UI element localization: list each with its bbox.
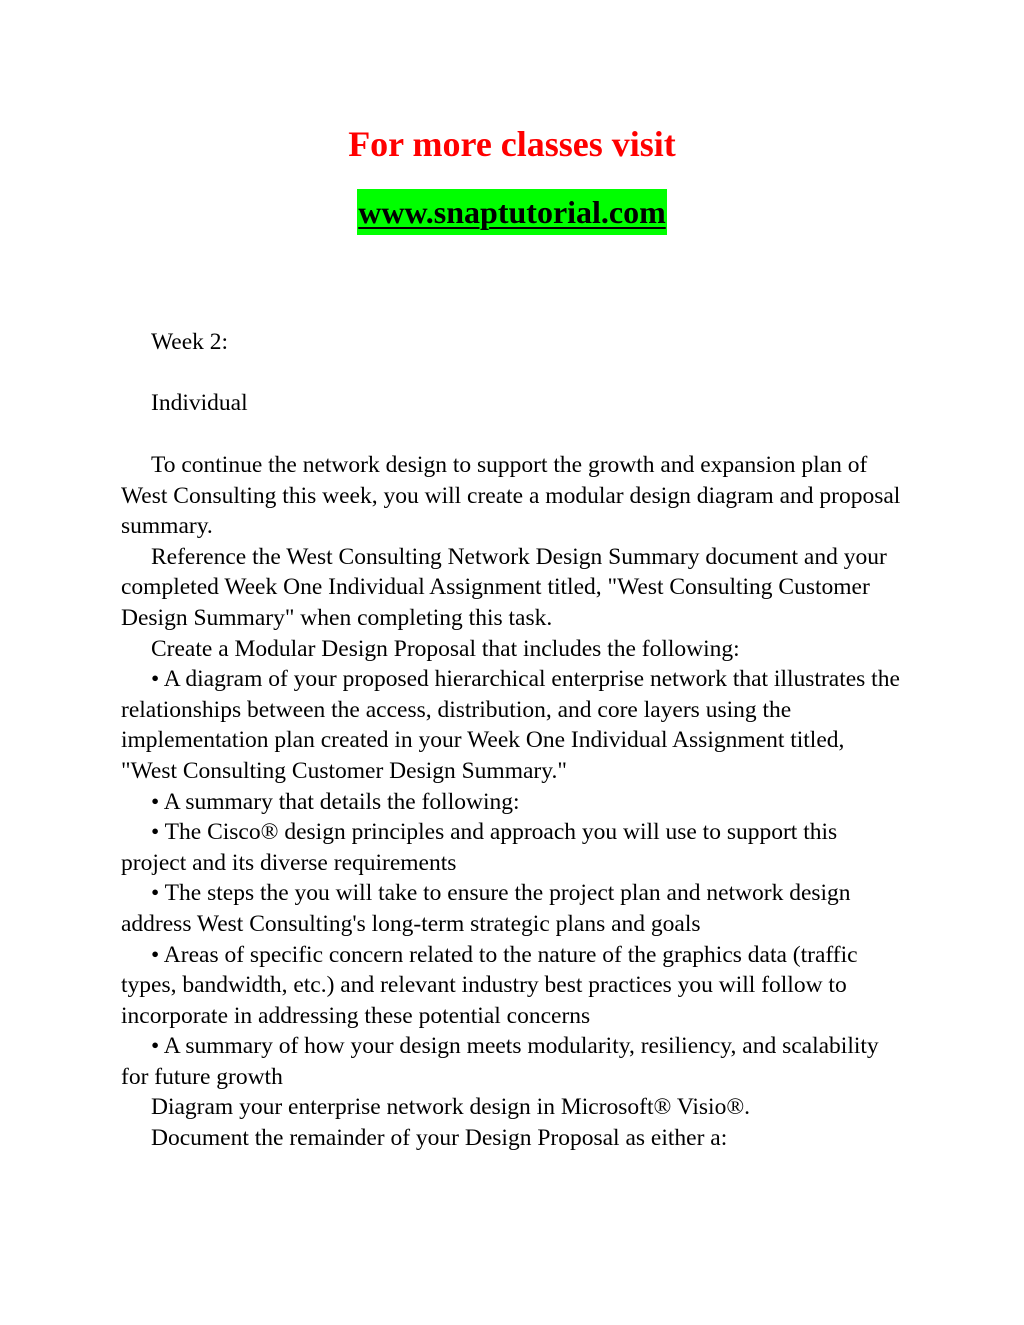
paragraph: Document the remainder of your Design Proposal as either a: bbox=[151, 1125, 728, 1152]
section-heading: Individual bbox=[151, 390, 248, 416]
bullet-item: • The steps the you will take to ensure the project plan and network design address West Consulting's long-term strategic plans and goals bbox=[121, 880, 851, 937]
bullet-item: • Areas of specific concern related to the nature of the graphics data (traffic types, bandwidth, etc.) and relevant industry best practices you will follow to incorporate in addressing these potential concerns bbox=[121, 941, 858, 1029]
bullet-item: • A diagram of your proposed hierarchical enterprise network that illustrates the relationships between the access, distribution, and core layers using the implementation plan created in your Week One Individual Assignment titled, "West Consulting Customer Design Summary." bbox=[121, 666, 900, 784]
paragraph: To continue the network design to support the growth and expansion plan of West Consulting this week, you will create a modular design diagram and proposal summary. bbox=[121, 452, 901, 540]
document-body bbox=[121, 450, 901, 1154]
paragraph: Reference the West Consulting Network Design Summary document and your completed Week One Individual Assignment titled, "West Consulting Customer Design Summary" when completing this task. bbox=[121, 543, 887, 631]
paragraph: Create a Modular Design Proposal that includes the following: bbox=[151, 635, 740, 662]
promo-title: For more classes visit bbox=[348, 124, 676, 164]
promo-url-container bbox=[0, 189, 1024, 235]
week-heading: Week 2: bbox=[151, 329, 229, 355]
bullet-item: • A summary that details the following: bbox=[151, 788, 520, 815]
bullet-item: • The Cisco® design principles and approach you will use to support this project and its diverse requirements bbox=[121, 819, 838, 876]
document-body-section bbox=[121, 388, 901, 419]
bullet-item: • A summary of how your design meets modularity, resiliency, and scalability for future growth bbox=[121, 1033, 879, 1090]
paragraph: Diagram your enterprise network design in Microsoft® Visio®. bbox=[151, 1094, 751, 1121]
promo-url-link[interactable]: www.snaptutorial.com bbox=[357, 189, 667, 235]
document-body-week bbox=[121, 327, 901, 358]
